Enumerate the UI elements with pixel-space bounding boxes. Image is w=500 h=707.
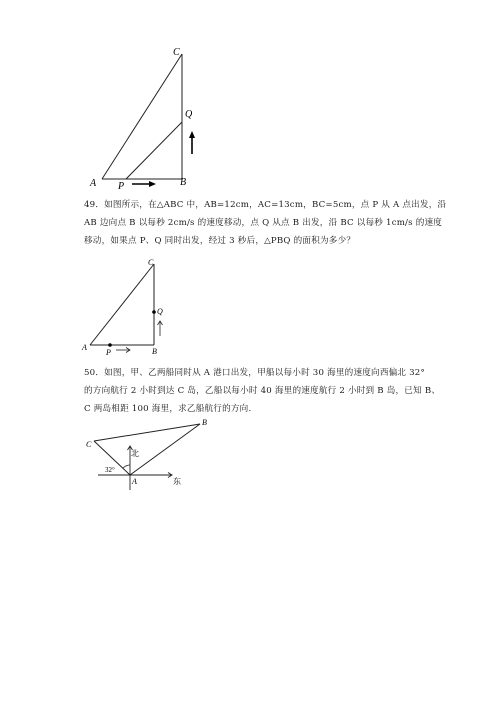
question-49-line-3: 移动，如果点 P、Q 同时出发，经过 3 秒后，△PBQ 的面积为多少？ <box>84 236 356 246</box>
label-a: A <box>132 477 137 486</box>
label-b: B <box>152 347 157 356</box>
question-49 <box>84 196 447 250</box>
figure-navigation <box>80 412 220 492</box>
label-c: C <box>86 440 92 449</box>
label-east: 东 <box>173 477 181 486</box>
label-north: 北 <box>131 449 139 458</box>
question-50-line-1: 50．如图，甲、乙两船同时从 A 港口出发，甲船以每小时 30 海里的速度向西偏北 32° <box>84 368 425 378</box>
label-p: P <box>106 348 111 356</box>
label-a: A <box>82 343 87 352</box>
label-a: A <box>90 178 97 189</box>
label-c: C <box>148 258 154 267</box>
question-50-line-3: C 两岛相距 100 海里，求乙船航行的方向. <box>84 404 252 414</box>
label-p: P <box>118 181 125 192</box>
question-49-line-1: 49．如图所示，在△ABC 中，AB=12cm，AC=13cm，BC=5cm，点 P 从 A 点出发，沿 <box>84 200 447 210</box>
label-angle: 32° <box>105 466 115 474</box>
label-q: Q <box>185 109 193 120</box>
label-c: C <box>173 47 180 58</box>
question-50 <box>84 364 441 418</box>
triangle-diagram-2 <box>80 256 180 356</box>
triangle-diagram-1 <box>88 42 208 192</box>
figure-triangle-abc-small <box>80 256 180 356</box>
label-q: Q <box>157 307 163 316</box>
navigation-diagram <box>80 412 220 492</box>
question-49-line-2: AB 边向点 B 以每秒 2cm/s 的速度移动，点 Q 从点 B 出发，沿 BC 以每秒 1cm/s 的速度 <box>84 218 443 228</box>
figure-triangle-abc-large <box>88 42 208 192</box>
question-50-line-2: 的方向航行 2 小时到达 C 岛，乙船以每小时 40 海里的速度航行 2 小时到 B 岛，已知 B、 <box>84 386 441 396</box>
label-b: B <box>202 418 207 427</box>
label-b: B <box>180 177 187 188</box>
